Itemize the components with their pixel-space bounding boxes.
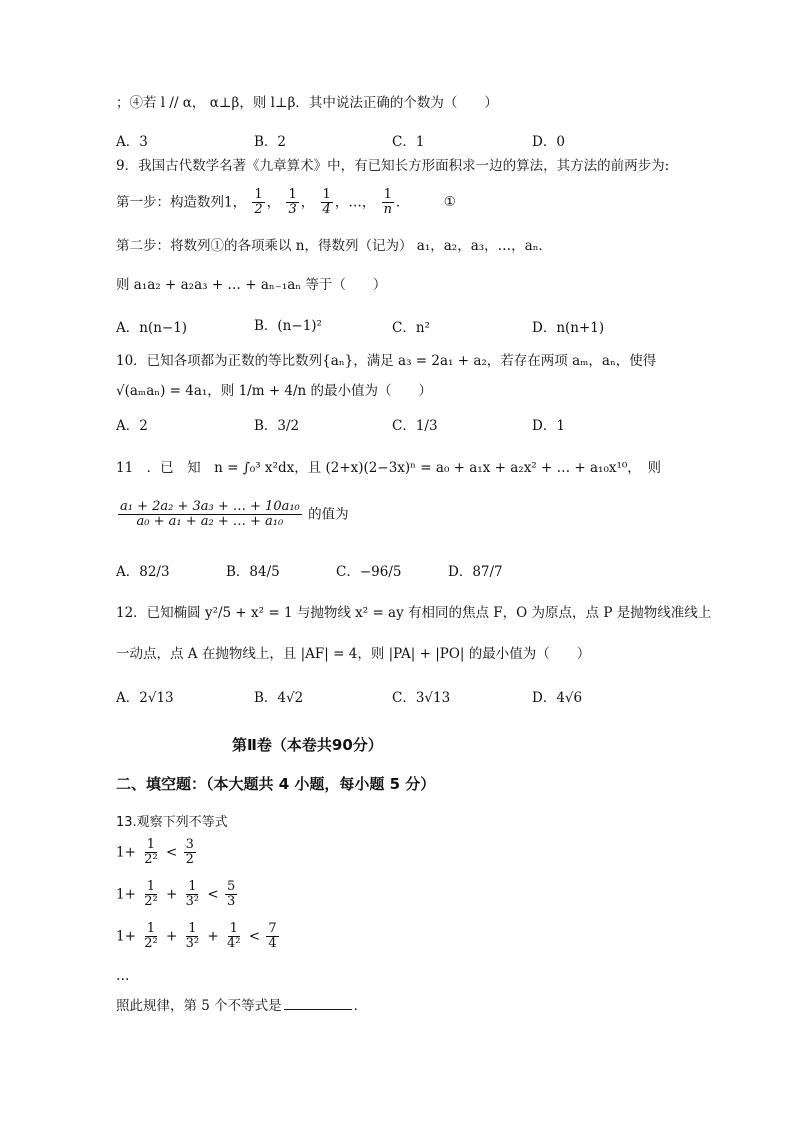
q8-option-c: C．1 <box>392 134 425 150</box>
q9-option-c: C．n² <box>392 320 430 336</box>
q9-option-a: A．n(n−1) <box>116 320 188 336</box>
q9-step2: 第二步：将数列①的各项乘以 n，得数列（记为） a₁，a₂，a₃，…，aₙ． <box>116 238 553 254</box>
q8-option-d: D．0 <box>532 134 565 150</box>
q11-expression-tail: 的值为 <box>308 506 349 523</box>
q9-frac-1-2: $\frac{1}{2}$ <box>254 187 263 218</box>
q13-inequality-3: 1+ $\frac{1}{\text{2²}}$ + $\frac{1}{\text{3²}}$ + $\frac{1}{\text{4²}}$ < $\frac{7}{4}$ <box>116 921 277 952</box>
q13-ask-text: 照此规律，第 5 个不等式是 <box>116 998 282 1014</box>
q10-cond: √(aₘaₙ) = 4a₁，则 1/m + 4/n 的最小值为（ ） <box>116 383 433 399</box>
q13-inequality-2: 1+ $\frac{1}{\text{2²}}$ + $\frac{1}{\text{3²}}$ < $\frac{5}{3}$ <box>116 879 236 910</box>
q8-tail: ；④若 l // α， α⊥β，则 l⊥β．其中说法正确的个数为（ ） <box>116 95 498 111</box>
q13-ask-end: ． <box>353 998 368 1014</box>
q12-option-d: D．4√6 <box>532 690 583 706</box>
q9-step1-mark: ① <box>443 194 456 211</box>
q11-expression <box>116 500 349 530</box>
q11-stem: 11 ．已 知 n = ∫₀³ x²dx，且 (2+x)(2−3x)ⁿ = a₀ + a₁x + a₂x² + … + a₁₀x¹⁰， 则 <box>116 460 662 476</box>
q11-fraction <box>118 500 302 530</box>
q12-cond: 一动点，点 A 在抛物线上，且 |AF| = 4，则 |PA| + |PO| 的最小值为（ ） <box>116 646 591 662</box>
q12-option-b: B．4√2 <box>254 690 304 706</box>
q11-option-c: C．−96/5 <box>336 564 402 580</box>
q9-frac-1-3: $\frac{1}{3}$ <box>288 187 297 218</box>
q13-inequality-1: 1+ $\frac{1}{\text{2²}}$ < $\frac{3}{2}$ <box>116 837 194 868</box>
q13-ellipsis: … <box>116 968 130 984</box>
q9-option-d: D．n(n+1) <box>532 320 605 336</box>
q11-option-b: B．84/5 <box>226 564 280 580</box>
q12-stem: 12．已知椭圆 y²/5 + x² = 1 与抛物线 x² = ay 有相同的焦点 F，O 为原点，点 P 是抛物线准线上 <box>116 605 712 621</box>
q9-ask: 则 a₁a₂ + a₂a₃ + … + aₙ₋₁aₙ 等于（ ） <box>116 277 387 293</box>
q10-stem: 10．已知各项都为正数的等比数列{aₙ}，满足 a₃ = 2a₁ + a₂，若存在两项 aₘ，aₙ，使得 <box>116 353 657 369</box>
q9-step1-label: 第一步：构造数列1， <box>116 194 247 211</box>
q11-option-d: D．87/7 <box>448 564 503 580</box>
q9-frac-1-4: $\frac{1}{4}$ <box>322 187 331 218</box>
q10-option-c: C．1/3 <box>392 418 438 434</box>
q11-fraction-numerator: a₁ + 2a₂ + 3a₃ + … + 10a₁₀ <box>120 499 300 514</box>
q10-option-b: B．3/2 <box>254 418 300 434</box>
q12-option-c: C．3√13 <box>392 690 451 706</box>
q13-answer-blank[interactable] <box>284 1009 352 1010</box>
part-title: 二、填空题：（本大题共 4 小题，每小题 5 分） <box>116 775 436 793</box>
q13-ask <box>116 1000 367 1014</box>
q9-step1: 第一步：构造数列1， $\frac{1}{2}$ ， $\frac{1}{3}$ ， $\frac{1}{4}$ ，…， $\frac{1}{n}$ ． ① <box>116 187 456 218</box>
q11-option-a: A．82/3 <box>116 564 170 580</box>
q11-fraction-denominator: a₀ + a₁ + a₂ + … + a₁₀ <box>136 514 284 530</box>
q9-stem: 9．我国古代数学名著《九章算术》中，有已知长方形面积求一边的算法，其方法的前两步为: <box>116 158 670 174</box>
q9-frac-1-n: $\frac{1}{n}$ <box>383 187 392 218</box>
q8-option-a: A．3 <box>116 134 148 150</box>
q10-option-a: A．2 <box>116 418 148 434</box>
volume-title: 第Ⅱ卷（本卷共90分） <box>232 736 383 754</box>
q12-option-a: A．2√13 <box>116 690 174 706</box>
q9-option-b: B．(n−1)² <box>254 318 322 334</box>
q10-option-d: D．1 <box>532 418 565 434</box>
q13-stem: 13.观察下列不等式 <box>116 815 228 830</box>
q8-option-b: B．2 <box>254 134 287 150</box>
